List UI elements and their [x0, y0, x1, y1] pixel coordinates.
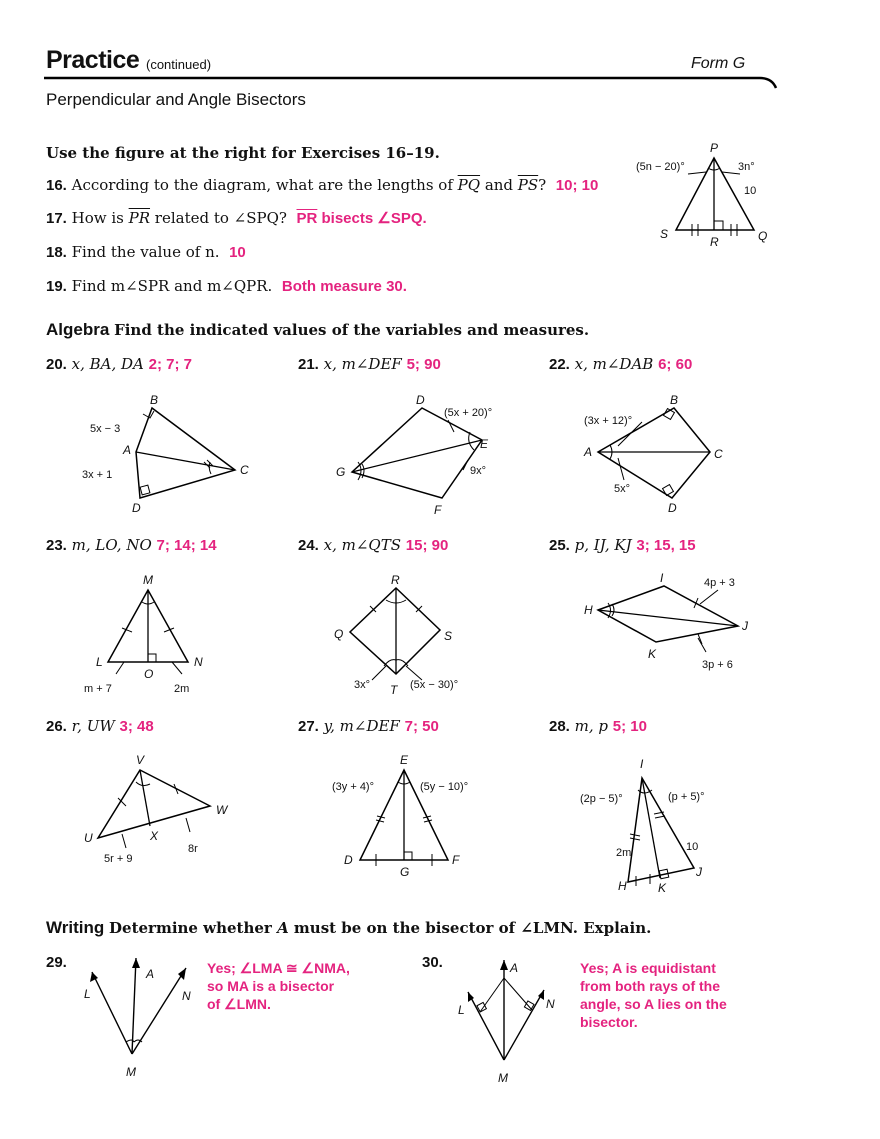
label-n: N	[182, 989, 191, 1003]
label-e: E	[400, 753, 409, 767]
exercise-prompt: m, LO, NO	[71, 536, 152, 554]
label-l: L	[458, 1003, 465, 1017]
exercise-20	[46, 355, 192, 373]
label-l: L	[96, 655, 103, 669]
figure-16-19	[630, 138, 780, 258]
exercise-prompt: m, p	[574, 717, 609, 735]
exercise-25	[549, 536, 696, 554]
answer-29	[207, 959, 350, 1013]
exercise-prompt: y, m∠DEF	[323, 717, 400, 735]
exercise-29-number: 29.	[46, 954, 67, 971]
exercise-number: 17.	[46, 210, 67, 227]
label-h: H	[584, 603, 593, 617]
label-a: A	[123, 443, 132, 457]
exercise-17	[46, 209, 427, 227]
label-right-angle: (p + 5)°	[668, 791, 705, 803]
exercise-number: 25.	[549, 537, 570, 554]
label-right: (5x − 30)°	[410, 679, 459, 691]
label-j: J	[696, 865, 702, 879]
figure-25	[578, 570, 768, 680]
label-top: (3x + 12)°	[584, 415, 633, 427]
label-f: F	[452, 853, 460, 867]
figure-29	[80, 958, 200, 1088]
section-heading: Algebra	[46, 320, 110, 339]
answer: 3; 15, 15	[636, 537, 696, 554]
exercise-number: 26.	[46, 718, 67, 735]
label-r: R	[391, 573, 400, 587]
answer-line: bisector.	[580, 1014, 638, 1030]
exercise-text: How is	[71, 209, 129, 227]
exercise-number: 27.	[298, 718, 319, 735]
answer-line: angle, so A lies on the	[580, 996, 727, 1012]
label-b: B	[670, 393, 679, 407]
figure-27	[330, 752, 500, 882]
label-x: X	[150, 829, 159, 843]
exercise-text: ?	[538, 176, 547, 194]
algebra-heading	[46, 320, 589, 340]
answer-segment: $\overline{PR}$	[296, 210, 318, 227]
label-m: M	[126, 1065, 136, 1079]
label-j: J	[742, 619, 748, 633]
label-right: (5y − 10)°	[420, 781, 469, 793]
answer-line: so MA is a bisector	[207, 978, 335, 994]
exercise-prompt: p, IJ, KJ	[574, 536, 632, 554]
answer-line: from both rays of the	[580, 978, 721, 994]
label-p: P	[710, 141, 719, 155]
answer-line: Yes; ∠LMA ≅ ∠NMA,	[207, 960, 350, 976]
label-k: K	[658, 881, 667, 895]
exercise-30-number: 30.	[422, 954, 443, 971]
label-w: W	[216, 803, 228, 817]
label-left: 5r + 9	[104, 853, 133, 865]
exercise-number: 19.	[46, 278, 67, 295]
answer: 3; 48	[119, 718, 154, 735]
label-bottom: 3x + 1	[82, 469, 113, 481]
exercise-number: 22.	[549, 356, 570, 373]
label-d: D	[132, 501, 141, 515]
label-b: B	[150, 393, 159, 407]
label-bottom: 5x°	[614, 483, 631, 495]
exercise-prompt: x, m∠QTS	[323, 536, 402, 554]
label-d: D	[668, 501, 677, 515]
exercise-number: 23.	[46, 537, 67, 554]
exercise-text: Find the value of n.	[71, 243, 220, 261]
label-q: Q	[758, 229, 768, 243]
exercise-prompt: x, m∠DEF	[323, 355, 402, 373]
label-n: N	[194, 655, 203, 669]
exercise-27	[298, 717, 439, 735]
label-m: M	[143, 573, 153, 587]
label-c: C	[714, 447, 723, 461]
exercise-22	[549, 355, 692, 373]
exercise-text: and	[480, 176, 518, 194]
exercise-text: related to ∠SPQ?	[150, 209, 287, 227]
label-c: C	[240, 463, 249, 477]
figure-30	[452, 958, 572, 1088]
exercise-18	[46, 243, 246, 261]
exercise-prompt: x, m∠DAB	[574, 355, 654, 373]
answer: 6; 60	[658, 356, 693, 373]
form-label: Form G	[691, 55, 746, 72]
label-g: G	[400, 865, 410, 879]
label-a: A	[510, 961, 519, 975]
label-t: T	[390, 683, 398, 697]
answer: Both measure 30.	[281, 278, 407, 295]
label-top: 5x − 3	[90, 423, 121, 435]
figure-22	[580, 390, 740, 520]
section-instruction: Find the indicated values of the variables and measures.	[114, 321, 590, 339]
label-left-angle: (2p − 5)°	[580, 793, 623, 805]
label-n: N	[546, 997, 555, 1011]
exercise-text: According to the diagram, what are the lengths of	[71, 176, 458, 194]
exercise-number: 21.	[298, 356, 319, 373]
label-left: 3x°	[354, 679, 371, 691]
page-title: Practice	[46, 46, 140, 74]
label-r: R	[710, 235, 719, 249]
label-side-left: 2m	[616, 847, 632, 859]
exercise-number: 24.	[298, 537, 319, 554]
label-right: 8r	[188, 843, 198, 855]
title-note: (continued)	[146, 57, 212, 72]
section-heading: Writing	[46, 918, 105, 937]
label-l: L	[84, 987, 91, 1001]
label-top: (5x + 20)°	[444, 407, 493, 419]
exercise-26	[46, 717, 154, 735]
label-m: M	[498, 1071, 508, 1085]
section1-instruction: Use the figure at the right for Exercises 16–19.	[46, 144, 440, 162]
label-q: Q	[334, 627, 344, 641]
label-d: D	[416, 393, 425, 407]
label-i: I	[660, 571, 664, 585]
label-bottom: 9x°	[470, 465, 487, 477]
label-side-right: 10	[686, 841, 699, 853]
segment-label: $\overline{PS}$	[517, 176, 539, 194]
label-s: S	[660, 227, 669, 241]
exercise-19	[46, 277, 407, 295]
label-left: m + 7	[84, 683, 112, 695]
label-e: E	[480, 437, 489, 451]
section-instruction: Determine whether A must be on the bisector of ∠LMN. Explain.	[109, 919, 652, 937]
label-v: V	[136, 753, 145, 767]
figure-24	[330, 570, 500, 700]
answer-30	[580, 959, 727, 1031]
label-side: 10	[744, 185, 757, 197]
label-a: A	[584, 445, 593, 459]
exercise-23	[46, 536, 217, 554]
answer: 5; 10	[612, 718, 647, 735]
exercise-28	[549, 717, 647, 735]
label-h: H	[618, 879, 627, 893]
figure-21	[330, 390, 520, 520]
label-bottom: 3p + 6	[702, 659, 733, 671]
answer: 7; 14; 14	[156, 537, 217, 554]
figure-20	[80, 390, 260, 520]
label-right: 2m	[174, 683, 190, 695]
exercise-number: 20.	[46, 356, 67, 373]
figure-23	[78, 570, 228, 700]
label-left: (3y + 4)°	[332, 781, 374, 793]
exercise-number: 28.	[549, 718, 570, 735]
label-a: A	[146, 967, 155, 981]
label-top: 4p + 3	[704, 577, 735, 589]
label-u: U	[84, 831, 93, 845]
label-d: D	[344, 853, 353, 867]
answer: 15; 90	[405, 537, 449, 554]
exercise-number: 16.	[46, 177, 67, 194]
writing-heading	[46, 918, 651, 938]
header-rule	[0, 0, 880, 100]
exercise-prompt: x, BA, DA	[71, 355, 144, 373]
segment-label: $\overline{PQ}$	[457, 176, 481, 194]
label-f: F	[434, 503, 442, 517]
answer: 10	[229, 244, 246, 261]
exercise-prompt: r, UW	[71, 717, 115, 735]
answer: 7; 50	[404, 718, 439, 735]
answer-line: of ∠LMN.	[207, 996, 271, 1012]
answer: 5; 90	[406, 356, 441, 373]
segment-label: $\overline{PR}$	[128, 209, 151, 227]
label-o: O	[144, 667, 154, 681]
figure-26	[78, 752, 248, 872]
exercise-21	[298, 355, 441, 373]
label-s: S	[444, 629, 453, 643]
exercise-24	[298, 536, 448, 554]
figure-28	[578, 752, 748, 902]
label-right-angle: 3n°	[738, 161, 755, 173]
label-k: K	[648, 647, 657, 661]
exercise-number: 18.	[46, 244, 67, 261]
label-i: I	[640, 757, 644, 771]
label-left-angle: (5n − 20)°	[636, 161, 685, 173]
answer: 2; 7; 7	[148, 356, 193, 373]
label-g: G	[336, 465, 346, 479]
exercise-16	[46, 176, 598, 194]
answer: 10; 10	[555, 177, 599, 194]
page-subtitle: Perpendicular and Angle Bisectors	[46, 90, 306, 109]
exercise-text: Find m∠SPR and m∠QPR.	[71, 277, 273, 295]
answer: bisects ∠SPQ.	[317, 210, 427, 227]
answer-line: Yes; A is equidistant	[580, 960, 716, 976]
